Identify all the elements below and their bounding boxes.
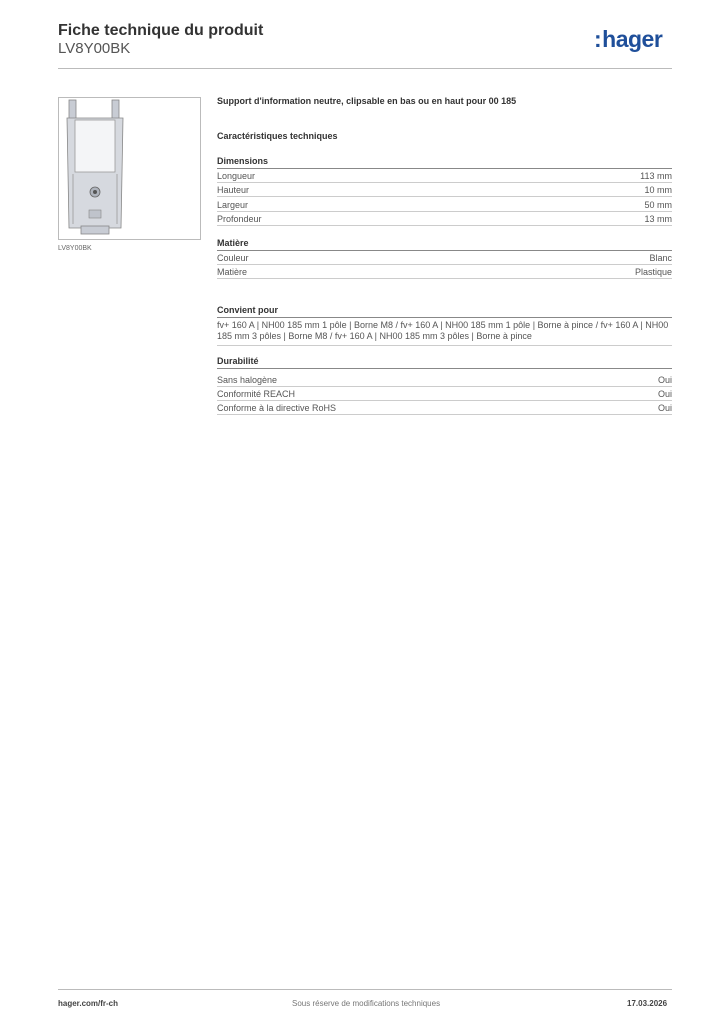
dimension-row (217, 212, 672, 226)
footer-date: 17.03.2026 (627, 999, 668, 1008)
row-value: Blanc (649, 252, 672, 263)
row-value: Plastique (634, 266, 672, 277)
dimension-row (217, 183, 672, 197)
row-label: Conforme à la directive RoHS (217, 402, 337, 413)
row-label: Largeur (217, 199, 249, 210)
footer-divider (58, 989, 672, 990)
row-value: 10 mm (644, 184, 672, 195)
durability-heading: Durabilité (217, 356, 672, 369)
row-value: Oui (657, 388, 672, 399)
row-value: Oui (657, 374, 672, 385)
logo-text: hager (602, 26, 663, 52)
page-title: Fiche technique du produit (58, 22, 264, 39)
row-label: Longueur (217, 170, 256, 181)
row-label: Profondeur (217, 213, 262, 224)
footer-website-link[interactable]: hager.com/fr-ch (58, 999, 119, 1008)
row-label: Couleur (217, 252, 249, 263)
hager-logo: :hager (594, 26, 663, 52)
characteristics-title: Caractéristiques techniques (217, 131, 338, 141)
product-image (58, 97, 201, 240)
durability-row (217, 387, 672, 401)
product-reference: LV8Y00BK (58, 40, 131, 57)
footer-disclaimer: Sous réserve de modifications techniques (292, 999, 441, 1008)
durability-row (217, 373, 672, 387)
material-row (217, 265, 672, 279)
row-label: Conformité REACH (217, 388, 296, 399)
fits-text: fv+ 160 A | NH00 185 mm 1 pôle | Borne M8 / fv+ 160 A | NH00 185 mm 1 pôle | Borne à pince / fv+ 160 A | NH00 185 mm 3 pôles | Borne M8 / fv+ 160 A | NH00 185 mm 3 pôles | Borne à pince (217, 320, 672, 346)
material-heading: Matière (217, 238, 672, 251)
row-label: Sans halogène (217, 374, 278, 385)
product-image-caption: LV8Y00BK (58, 245, 92, 252)
row-label: Hauteur (217, 184, 250, 195)
row-value: 50 mm (644, 199, 672, 210)
fits-heading: Convient pour (217, 305, 672, 318)
dimension-row (217, 198, 672, 212)
header-divider (58, 68, 672, 69)
product-description: Support d'information neutre, clipsable en bas ou en haut pour 00 185 (217, 96, 517, 106)
row-label: Matière (217, 266, 248, 277)
row-value: 13 mm (644, 213, 672, 224)
durability-row (217, 401, 672, 415)
material-row (217, 251, 672, 265)
row-value: 113 mm (640, 170, 672, 181)
dimension-row (217, 169, 672, 183)
row-value: Oui (657, 402, 672, 413)
dimensions-heading: Dimensions (217, 156, 672, 169)
